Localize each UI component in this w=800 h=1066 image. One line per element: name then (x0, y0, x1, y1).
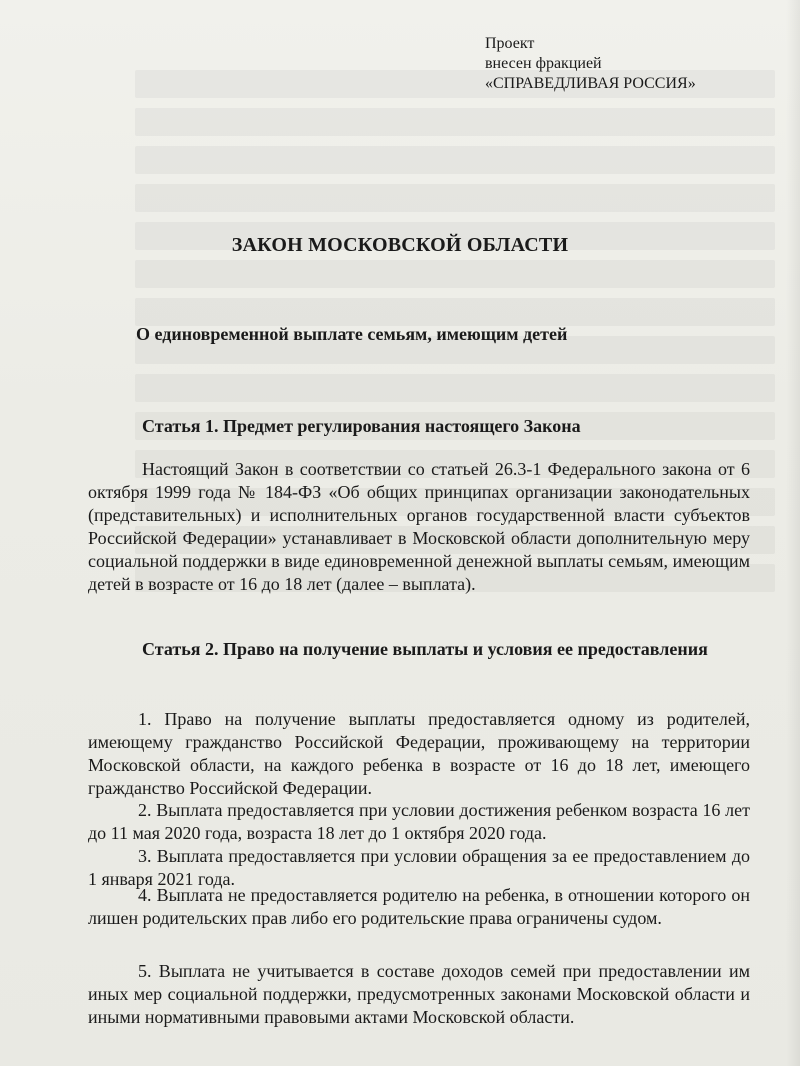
article-2-item-3: 3. Выплата предоставляется при условии обращения за ее предоставлением до 1 января 2021 года. (88, 846, 750, 889)
law-title: ЗАКОН МОСКОВСКОЙ ОБЛАСТИ (231, 234, 569, 256)
article-2-item-5: 5. Выплата не учитывается в составе доходов семей при предоставлении им иных мер социальной поддержки, предусмотренных законами Московской области и иными нормативными правовыми актами Московской области. (88, 961, 750, 1027)
article-1-heading: Статья 1. Предмет регулирования настоящего Закона (142, 416, 581, 436)
page-edge-shadow (786, 0, 800, 1066)
stamp-line-project: Проект (485, 35, 535, 52)
stamp-line-submitted: внесен фракцией (485, 55, 602, 72)
article-2-item-4: 4. Выплата не предоставляется родителю на ребенка, в отношении которого он лишен родительских прав либо его родительские права ограничены судом. (88, 885, 750, 928)
draft-stamp (485, 34, 696, 94)
article-2-item-1: 1. Право на получение выплаты предоставляется одному из родителей, имеющему гражданство Российской Федерации, проживающему на территории Московской области, на каждого ребенка в возрасте от 16 до 18 лет, имеющего гражданство Российской Федерации. (88, 709, 750, 798)
law-subtitle: О единовременной выплате семьям, имеющим детей (136, 324, 568, 344)
stamp-line-faction: «СПРАВЕДЛИВАЯ РОССИЯ» (485, 75, 696, 92)
article-2-heading: Статья 2. Право на получение выплаты и условия ее предоставления (142, 639, 708, 659)
article-2-item-2: 2. Выплата предоставляется при условии достижения ребенком возраста 16 лет до 11 мая 2020 года, возраста 18 лет до 1 октября 2020 года. (88, 800, 750, 843)
article-1-text: Настоящий Закон в соответствии со статьей 26.3-1 Федерального закона от 6 октября 1999 года № 184-ФЗ «Об общих принципах организации законодательных (представительных) и исполнительных органов государственной власти субъектов Российской Федерации» устанавливает в Московской области дополнительную меру социальной поддержки в виде единовременной денежной выплаты семьям, имеющим детей в возрасте от 16 до 18 лет (далее – выплата). (88, 459, 750, 594)
